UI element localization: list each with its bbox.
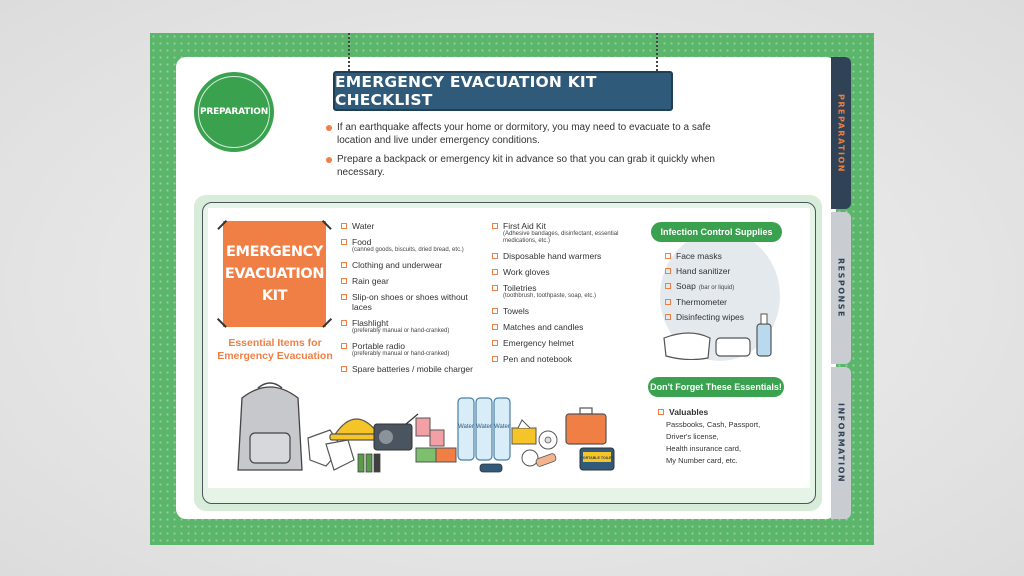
tissues-icon [512,420,536,444]
intro-text [326,121,726,185]
intro-item [326,153,726,179]
radio-icon [374,414,418,450]
portable-toilet-icon [580,448,614,470]
checklist-item-label: Towels [503,306,529,316]
checklist-item-label: Spare batteries / mobile charger [352,364,473,374]
valuables-block [658,407,760,467]
checklist-item-text [352,221,374,231]
checklist-item-note: (preferably manual or hand-cranked) [352,328,450,334]
checklist-item-label: Matches and candles [503,322,584,332]
checklist-column-1 [341,221,489,380]
checklist-item [665,251,785,261]
checklist-item [492,221,642,245]
checklist-item [665,281,785,292]
checklist-item-label: Slip-on shoes or shoes without laces [352,292,468,312]
portable-toilet-label: PORTABLE TOILET [580,456,614,460]
checkbox-icon [341,278,347,284]
water-label: Water [458,424,474,430]
checklist-item [341,260,489,270]
checklist-item-text [676,251,722,261]
checklist-item-label: Disposable hand warmers [503,251,602,261]
checklist-item [492,306,642,316]
checklist-item-label: Clothing and underwear [352,260,443,270]
checkbox-icon [658,409,664,415]
checklist-item-text [503,221,642,245]
intro-line: If an earthquake affects your home or dormitory, you may need to evacuate to a safe location and live under emergency conditions. [337,122,711,146]
checkbox-icon [492,324,498,330]
checklist-item-text [352,260,442,270]
tab-response[interactable] [831,212,851,364]
checklist-item-note: (toothbrush, toothpaste, soap, etc.) [503,293,597,299]
preparation-badge-label: PREPARATION [199,107,269,117]
checklist-item-text [352,318,449,335]
water-label: Water [494,424,510,430]
tab-preparation[interactable] [831,57,851,209]
kit-title-box [223,221,326,327]
checklist-item [492,354,642,364]
kit-items-illustration [230,378,650,478]
checklist-item-label: Rain gear [352,276,389,286]
sign-chain-right [656,33,658,73]
checkbox-icon [341,262,347,268]
checklist-item-label: Disinfecting wipes [676,312,745,322]
checklist-item-note: (Adhesive bandages, disinfectant, essential medications, etc.) [503,231,619,244]
checkbox-icon [492,269,498,275]
checklist-item-label: Toiletries [503,283,537,293]
intro-item [326,121,726,147]
checkbox-icon [341,343,347,349]
checklist-item-note: (canned goods, biscuits, dried bread, etc.) [352,247,464,253]
title-sign [333,71,673,111]
checklist-item [341,292,489,312]
bullet-icon [326,125,332,131]
bandages-icon [535,453,557,467]
checklist-item-label: Flashlight [352,318,389,328]
checklist-item [341,221,489,231]
checkbox-icon [492,356,498,362]
essentials-title: Don't Forget These Essentials! [650,382,782,392]
valuables-label: Valuables [669,407,709,417]
intro-line: Prepare a backpack or emergency kit in advance so that you can grab it quickly when necessary. [337,154,715,178]
checkbox-icon [492,340,498,346]
bullet-icon [326,157,332,163]
checklist-item-label: Pen and notebook [503,354,573,364]
checkbox-icon [492,223,498,229]
checkbox-icon [341,320,347,326]
checkbox-icon [492,253,498,259]
checklist-item [341,237,489,254]
flashlight-icon [480,464,502,472]
checkbox-icon [341,294,347,300]
valuables-line: Driver's license, [666,432,719,441]
valuables-details [658,419,760,467]
checklist-item-text [352,341,449,358]
wipes-icon [716,338,750,356]
checklist-item [341,364,489,374]
checkbox-icon [665,268,671,274]
checklist-item-text [503,354,572,364]
checklist-item [665,297,785,307]
checklist-item-text [503,306,529,316]
valuables-line: Passbooks, Cash, Passport, [666,420,761,429]
checklist-item-text [676,281,734,292]
kit-title-line: EVACUATION [224,266,325,282]
infection-supplies-illustration [660,310,780,360]
checklist-item-label: Work gloves [503,267,550,277]
checklist-item-label: Face masks [676,251,722,261]
checkbox-icon [665,283,671,289]
water-label: Water [476,424,492,430]
checklist-item-text [503,338,574,348]
kit-title-line: EMERGENCY [226,244,323,260]
tab-preparation-label: PREPARATION [836,93,846,173]
checklist-item-label: Soap [676,281,696,291]
checkbox-icon [492,308,498,314]
valuables-line: Health insurance card, [666,444,742,453]
checklist-item-text [503,267,550,277]
checkbox-icon [665,299,671,305]
checklist-item-label: Thermometer [676,297,728,307]
checklist-item [492,322,642,332]
checklist-item-text [676,266,730,276]
checklist-item-text [352,237,464,254]
checklist-item-note: (bar or liquid) [698,285,735,291]
checklist-item-label: First Aid Kit [503,221,546,231]
checklist-item [341,341,489,358]
food-cans-icon [416,418,456,462]
checklist-item-label: Portable radio [352,341,405,351]
essentials-title-pill [648,377,784,397]
infection-title: Infection Control Supplies [660,227,773,237]
checkbox-icon [492,285,498,291]
sanitizer-cap-icon [761,314,767,324]
checklist-item [665,266,785,276]
checklist-item-text [503,322,583,332]
kit-subtitle: Essential Items for Emergency Evacuation [217,337,333,362]
checklist-item [341,318,489,335]
checklist-item [492,283,642,300]
tab-information-label: INFORMATION [836,402,846,484]
checklist-item-text [503,283,596,300]
checklist-item [492,251,642,261]
checklist-item [492,267,642,277]
checklist-column-2 [492,221,642,370]
checklist-item-label: Emergency helmet [503,338,574,348]
checkbox-icon [341,366,347,372]
face-mask-icon [664,333,710,360]
sanitizer-bottle-icon [757,324,771,356]
kit-title-line: KIT [261,288,288,304]
checklist-item-text [503,251,601,261]
backpack-icon [238,383,302,470]
checkbox-icon [341,223,347,229]
checklist-item-label: Food [352,237,372,247]
valuables-item [658,407,760,417]
first-aid-box-icon [566,408,606,444]
checklist-item [341,276,489,286]
valuables-line: My Number card, etc. [666,456,738,465]
checkbox-icon [665,253,671,259]
checklist-item-text [352,292,489,312]
tab-response-label: RESPONSE [836,258,846,318]
infection-title-pill [651,222,782,242]
checklist-item-label: Hand sanitizer [676,266,731,276]
tab-information[interactable] [831,367,851,519]
sign-chain-left [348,33,350,73]
water-bottles-icon [458,398,510,460]
preparation-badge [194,72,274,152]
checklist-item [492,338,642,348]
checklist-item-text [352,364,473,374]
checklist-item-note: (preferably manual or hand-cranked) [352,351,450,357]
checklist-item-label: Water [352,221,375,231]
batteries-icon [358,454,380,472]
checkbox-icon [341,239,347,245]
checklist-item-text [352,276,389,286]
page-title: EMERGENCY EVACUATION KIT CHECKLIST [335,73,597,109]
checklist-item-text [676,297,727,307]
